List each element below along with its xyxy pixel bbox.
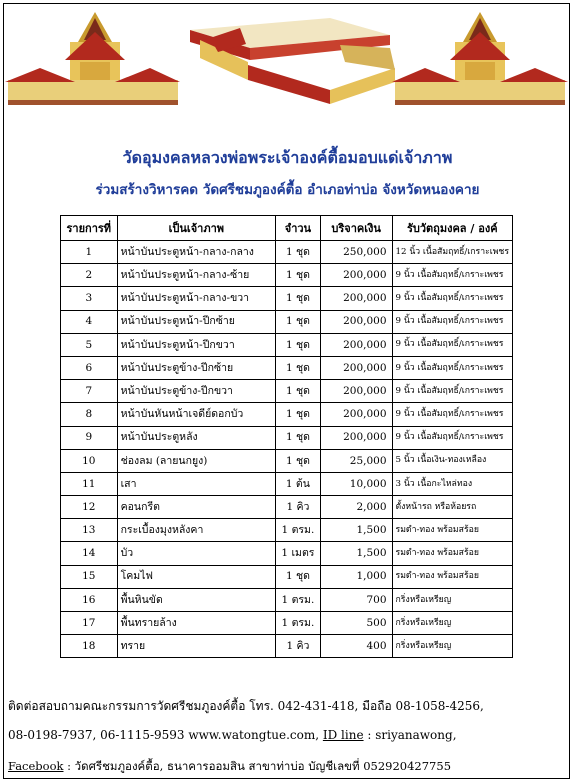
row-item: หน้าบันหันหน้าเจดีย์ดอกบัว (117, 403, 276, 426)
col-header-item: เป็นเจ้าภาพ (117, 216, 276, 241)
row-gift: 5 นิ้ว เนื้อเงิน-ทองเหลือง (392, 449, 512, 472)
table-row (61, 241, 513, 264)
table-row (61, 612, 513, 635)
row-qty: 1 ชุด (276, 426, 321, 449)
row-qty: 1 ชุด (276, 287, 321, 310)
row-gift: รมดำ-ทอง พร้อมสร้อย (392, 565, 512, 588)
contact-line-1: ติดต่อสอบถามคณะกรรมการวัดศรีชมภูองค์ตื้อ โทร. 042-431-418, มือถือ 08-1058-4256, (8, 699, 484, 713)
row-item: กระเบื้องมุงหลังคา (117, 519, 276, 542)
row-amount: 200,000 (320, 380, 392, 403)
row-item: หน้าบันประตูหลัง (117, 426, 276, 449)
donation-table (60, 215, 513, 658)
row-item: พื้นทรายล้าง (117, 612, 276, 635)
row-number: 6 (61, 356, 118, 379)
row-item: หน้าบันประตูหน้า-กลาง-ขวา (117, 287, 276, 310)
row-number: 14 (61, 542, 118, 565)
row-gift: 9 นิ้ว เนื้อสัมฤทธิ์/เกราะเพชร (392, 356, 512, 379)
row-amount: 200,000 (320, 356, 392, 379)
table-row (61, 588, 513, 611)
row-gift: 9 นิ้ว เนื้อสัมฤทธิ์/เกราะเพชร (392, 403, 512, 426)
row-item: โคมไฟ (117, 565, 276, 588)
table-row (61, 380, 513, 403)
row-number: 5 (61, 333, 118, 356)
row-amount: 200,000 (320, 264, 392, 287)
row-number: 9 (61, 426, 118, 449)
table-row (61, 519, 513, 542)
row-amount: 700 (320, 588, 392, 611)
table-row (61, 449, 513, 472)
row-amount: 200,000 (320, 333, 392, 356)
row-item: หน้าบันประตูข้าง-ปีกขวา (117, 380, 276, 403)
facebook-bank-info: : วัดศรีชมภูองค์ตื้อ, ธนาคารออมสิน สาขาท่าบ่อ บัญชีเลขที่ 052920427755 (63, 759, 452, 773)
row-gift: 9 นิ้ว เนื้อสัมฤทธิ์/เกราะเพชร (392, 380, 512, 403)
table-header-row (61, 216, 513, 241)
page-title: วัดอุมงคลหลวงพ่อพระเจ้าองค์ตื้อมอบแด่เจ้าภาพ (122, 148, 453, 167)
table-row (61, 426, 513, 449)
center-temple-image (190, 18, 395, 104)
table-row (61, 403, 513, 426)
row-number: 1 (61, 241, 118, 264)
contact-phones-web: 08-0198-7937, 06-1115-9593 www.watongtue.com, (8, 728, 323, 742)
line-id-value: : sriyanawong, (363, 728, 457, 742)
facebook-label: Facebook (8, 759, 64, 773)
line-id-label: ID line (322, 728, 364, 742)
table-row (61, 542, 513, 565)
row-gift: 9 นิ้ว เนื้อสัมฤทธิ์/เกราะเพชร (392, 310, 512, 333)
row-number: 11 (61, 472, 118, 495)
row-gift: 9 นิ้ว เนื้อสัมฤทธิ์/เกราะเพชร (392, 426, 512, 449)
row-number: 2 (61, 264, 118, 287)
row-amount: 2,000 (320, 496, 392, 519)
row-qty: 1 ชุด (276, 310, 321, 333)
row-qty: 1 ชุด (276, 356, 321, 379)
row-gift: 12 นิ้ว เนื้อสัมฤทธิ์/เกราะเพชร (392, 241, 512, 264)
row-amount: 25,000 (320, 449, 392, 472)
row-number: 10 (61, 449, 118, 472)
row-qty: 1 เมตร (276, 542, 321, 565)
row-amount: 400 (320, 635, 392, 658)
row-gift: 9 นิ้ว เนื้อสัมฤทธิ์/เกราะเพชร (392, 287, 512, 310)
row-number: 15 (61, 565, 118, 588)
temple-header-illustration (0, 0, 575, 120)
row-number: 18 (61, 635, 118, 658)
row-gift: กริ่งหรือเหรียญ (392, 612, 512, 635)
row-item: ทราย (117, 635, 276, 658)
col-header-qty: จำวน (276, 216, 321, 241)
row-amount: 200,000 (320, 403, 392, 426)
left-temple-image (5, 12, 180, 105)
row-number: 4 (61, 310, 118, 333)
row-item: หน้าบันประตูหน้า-ปีกขวา (117, 333, 276, 356)
row-gift: รมดำ-ทอง พร้อมสร้อย (392, 519, 512, 542)
table-row (61, 635, 513, 658)
page-subtitle: ร่วมสร้างวิหารคด วัดศรีชมภูองค์ตื้อ อำเภอท่าบ่อ จังหวัดหนองคาย (95, 182, 480, 198)
row-item: ช่องลม (ลายนกยูง) (117, 449, 276, 472)
row-amount: 200,000 (320, 426, 392, 449)
row-item: พื้นหินขัด (117, 588, 276, 611)
row-number: 17 (61, 612, 118, 635)
row-qty: 1 ตรม. (276, 519, 321, 542)
row-amount: 1,500 (320, 519, 392, 542)
row-qty: 1 ตรม. (276, 588, 321, 611)
row-qty: 1 คิว (276, 496, 321, 519)
row-gift: 9 นิ้ว เนื้อสัมฤทธิ์/เกราะเพชร (392, 264, 512, 287)
row-number: 7 (61, 380, 118, 403)
row-qty: 1 ชุด (276, 264, 321, 287)
row-amount: 10,000 (320, 472, 392, 495)
row-item: หน้าบันประตูหน้า-กลาง-กลาง (117, 241, 276, 264)
row-gift: 3 นิ้ว เนื้อกะไหล่ทอง (392, 472, 512, 495)
row-item: คอนกรีต (117, 496, 276, 519)
row-amount: 250,000 (320, 241, 392, 264)
row-gift: กริ่งหรือเหรียญ (392, 588, 512, 611)
table-row (61, 356, 513, 379)
row-number: 12 (61, 496, 118, 519)
row-item: เสา (117, 472, 276, 495)
row-gift: 9 นิ้ว เนื้อสัมฤทธิ์/เกราะเพชร (392, 333, 512, 356)
row-amount: 1,500 (320, 542, 392, 565)
col-header-no: รายการที่ (61, 216, 118, 241)
row-number: 3 (61, 287, 118, 310)
row-number: 16 (61, 588, 118, 611)
row-item: หน้าบันประตูหน้า-ปีกซ้าย (117, 310, 276, 333)
row-item: หน้าบันประตูหน้า-กลาง-ซ้าย (117, 264, 276, 287)
row-qty: 1 ชุด (276, 241, 321, 264)
col-header-amount: บริจาคเงิน (320, 216, 392, 241)
row-gift: รมดำ-ทอง พร้อมสร้อย (392, 542, 512, 565)
table-row (61, 333, 513, 356)
table-row (61, 472, 513, 495)
right-temple-image (392, 12, 568, 105)
row-amount: 1,000 (320, 565, 392, 588)
row-amount: 200,000 (320, 287, 392, 310)
row-gift: กริ่งหรือเหรียญ (392, 635, 512, 658)
row-qty: 1 ชุด (276, 403, 321, 426)
contact-line-3 (8, 758, 451, 776)
table-row (61, 287, 513, 310)
row-qty: 1 ชุด (276, 380, 321, 403)
row-number: 8 (61, 403, 118, 426)
table-row (61, 496, 513, 519)
table-row (61, 264, 513, 287)
row-gift: ตั้งหน้ารถ หรือห้อยรถ (392, 496, 512, 519)
row-amount: 200,000 (320, 310, 392, 333)
row-qty: 1 ชุด (276, 565, 321, 588)
row-amount: 500 (320, 612, 392, 635)
row-item: หน้าบันประตูข้าง-ปีกซ้าย (117, 356, 276, 379)
row-qty: 1 ชุด (276, 449, 321, 472)
row-qty: 1 ต้น (276, 472, 321, 495)
row-item: บัว (117, 542, 276, 565)
row-qty: 1 ชุด (276, 333, 321, 356)
row-qty: 1 คิว (276, 635, 321, 658)
row-number: 13 (61, 519, 118, 542)
contact-line-2 (8, 728, 457, 742)
table-row (61, 310, 513, 333)
col-header-gift: รับวัตถุมงคล / องค์ (392, 216, 512, 241)
row-qty: 1 ตรม. (276, 612, 321, 635)
table-row (61, 565, 513, 588)
